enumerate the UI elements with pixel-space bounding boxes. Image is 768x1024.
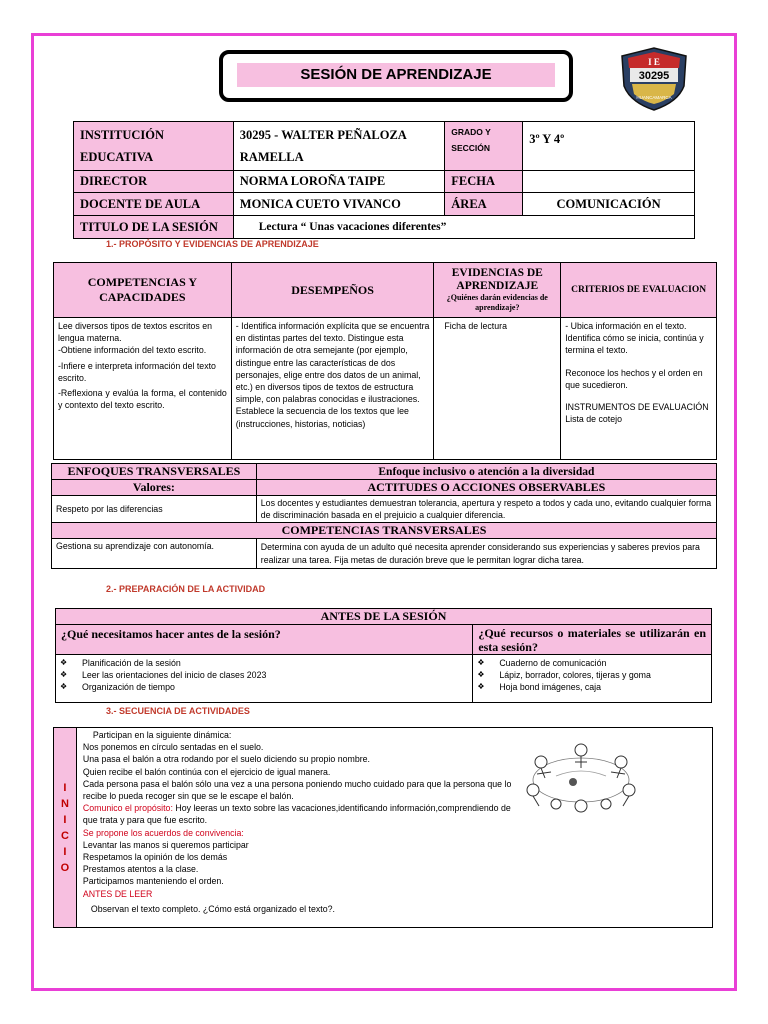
header-evidencias: EVIDENCIAS DE APRENDIZAJE bbox=[451, 267, 543, 292]
antes-leer-label: ANTES DE LEER bbox=[82, 888, 153, 899]
inicio-table bbox=[53, 727, 713, 928]
inicio-letter: I bbox=[63, 845, 67, 858]
actitudes-label: ACTITUDES O ACCIONES OBSERVABLES bbox=[256, 480, 716, 496]
school-badge-logo bbox=[618, 44, 690, 112]
gestiona-text: Gestiona su aprendizaje con autonomía. bbox=[52, 539, 257, 569]
respeto-text: Respeto por las diferencias bbox=[52, 496, 257, 523]
section-3-heading: 3.- SECUENCIA DE ACTIVIDADES bbox=[106, 706, 250, 716]
inicio-letter: C bbox=[60, 829, 69, 842]
antes-sesion-label: ANTES DE LA SESIÓN bbox=[56, 609, 712, 625]
fecha-value bbox=[523, 171, 695, 193]
comp-line: -Infiere e interpreta información del texto escrito. bbox=[58, 360, 216, 383]
grado-value: 3º Y 4º bbox=[523, 122, 695, 171]
evidencia-text: Ficha de lectura bbox=[434, 318, 561, 460]
gestiona-desc: Determina con ayuda de un adulto qué necesita aprender considerando sus experiencias y saberes previos para realizar una tarea. Fija metas de duración breve que le permitan lograr dicha tarea. bbox=[256, 539, 716, 569]
grado-label: GRADO Y SECCIÓN bbox=[445, 122, 523, 171]
criterio-text: - Ubica información en el texto. Identifica cómo se inicia, continúa y termina el texto. bbox=[565, 321, 704, 356]
prep-item: ❖ Organización de tiempo bbox=[56, 681, 472, 693]
inicio-letter: I bbox=[63, 813, 67, 826]
docente-label: DOCENTE DE AULA bbox=[74, 193, 234, 216]
inicio-line: Participan en la siguiente dinámica: bbox=[92, 730, 232, 740]
prep-table bbox=[55, 608, 712, 703]
competencias-transversales-label: COMPETENCIAS TRANSVERSALES bbox=[52, 523, 717, 539]
inicio-line: Nos ponemos en círculo sentadas en el suelo. bbox=[82, 742, 264, 753]
enfoques-label: ENFOQUES TRANSVERSALES bbox=[52, 464, 257, 480]
inicio-line: Cada persona pasa el balón sólo una vez a una persona poniendo mucho cuidado para que la persona que lo recibe lo pueda recoger sin que se le escape el balón. bbox=[82, 778, 512, 802]
director-value: NORMA LOROÑA TAIPE bbox=[233, 171, 445, 193]
titulo-value: Lectura “ Unas vacaciones diferentes” bbox=[233, 216, 694, 239]
section-1-heading: 1.- PROPÓSITO Y EVIDENCIAS DE APRENDIZAJE bbox=[106, 239, 319, 249]
inicio-line: Una pasa el balón a otra rodando por el suelo diciendo su propio nombre. bbox=[82, 754, 370, 765]
enfoque-value: Enfoque inclusivo o atención a la diversidad bbox=[256, 464, 716, 480]
header-criterios: CRITERIOS DE EVALUACION bbox=[561, 263, 717, 318]
children-circle-illustration bbox=[511, 736, 651, 816]
director-label: DIRECTOR bbox=[74, 171, 234, 193]
acuerdo-item: Respetamos la opinión de los demás bbox=[82, 852, 228, 863]
title-box bbox=[219, 50, 573, 102]
area-label: ÁREA bbox=[445, 193, 523, 216]
observan-text: Observan el texto completo. ¿Cómo está organizado el texto?. bbox=[90, 903, 335, 914]
badge-number: 30295 bbox=[638, 70, 670, 82]
respeto-desc: Los docentes y estudiantes demuestran tolerancia, apertura y respeto a todos y cada uno, evitando cualquier forma de discriminación basada en el prejuicio a cualquier diferencia. bbox=[256, 496, 716, 523]
acuerdo-item: Prestamos atentos a la clase. bbox=[82, 864, 199, 875]
header-competencias: COMPETENCIAS Y CAPACIDADES bbox=[54, 263, 232, 318]
inicio-letter: N bbox=[60, 797, 69, 810]
comp-line: Lee diversos tipos de textos escritos en lengua materna. bbox=[58, 321, 213, 344]
resource-item: ❖ Hoja bond imágenes, caja bbox=[473, 681, 711, 693]
proposito-label: Comunico el propósito: bbox=[82, 803, 173, 814]
prep-question-2: ¿Qué recursos o materiales se utilizarán en esta sesión? bbox=[473, 625, 712, 655]
page-title: SESIÓN DE APRENDIZAJE bbox=[237, 63, 555, 87]
prep-item: ❖ Planificación de la sesión bbox=[56, 657, 472, 669]
acuerdo-item: Levantar las manos si queremos participar bbox=[82, 839, 249, 850]
header-desempenos: DESEMPEÑOS bbox=[231, 263, 434, 318]
info-table bbox=[73, 121, 695, 239]
header-evidencias-sub: ¿Quiénes darán evidencias de aprendizaje? bbox=[446, 293, 548, 312]
valores-label: Valores: bbox=[52, 480, 257, 496]
proposito-text: Hoy leeras un texto sobre las vacaciones,identificando información,comprendiendo de que trata y para que fue escrito. bbox=[82, 803, 511, 826]
area-value: COMUNICACIÓN bbox=[523, 193, 695, 216]
prep-item: ❖ Leer las orientaciones del inicio de clases 2023 bbox=[56, 669, 472, 681]
prep-question-1: ¿Qué necesitamos hacer antes de la sesión? bbox=[56, 625, 473, 655]
inicio-letter: O bbox=[60, 861, 70, 874]
resource-item: ❖ Lápiz, borrador, colores, tijeras y goma bbox=[473, 669, 711, 681]
instrumentos-label: INSTRUMENTOS DE EVALUACIÓN bbox=[565, 402, 709, 413]
comp-line: -Obtiene información del texto escrito. bbox=[58, 345, 207, 356]
instrumento-text: Lista de cotejo bbox=[565, 414, 622, 425]
titulo-label: TITULO DE LA SESIÓN bbox=[74, 216, 234, 239]
acuerdos-label: Se propone los acuerdos de convivencia: bbox=[82, 827, 244, 838]
desempeno-text: - Identifica información explícita que se encuentra en distintas partes del texto. Distingue esta información de otra semejante (por ejemplo, distingue entre las características de dos personajes, elige entre dos datos de un animal, etc.) en diversos tipos de textos de estructura simple, con palabras conocidas e ilustraciones. Establece la secuencia de los textos que lee (instrucciones, historias, noticias) bbox=[231, 318, 434, 460]
purpose-table bbox=[53, 262, 717, 460]
institucion-label: INSTITUCIÓN EDUCATIVA bbox=[74, 122, 234, 171]
acuerdo-item: Participamos manteniendo el orden. bbox=[82, 876, 224, 887]
criterio-text: Reconoce los hechos y el orden en que sucedieron. bbox=[565, 367, 703, 390]
section-2-heading: 2.- PREPARACIÓN DE LA ACTIVIDAD bbox=[106, 584, 266, 594]
institucion-value: 30295 - WALTER PEÑALOZA RAMELLA bbox=[233, 122, 445, 171]
inicio-letter: I bbox=[63, 781, 67, 794]
enfoques-table bbox=[51, 463, 717, 569]
inicio-line: Quien recibe el balón continúa con el ejercicio de igual manera. bbox=[82, 766, 331, 777]
comp-line: -Reflexiona y evalúa la forma, el contenido y contexto del texto escrito. bbox=[58, 388, 227, 411]
badge-bottom-text: HUANCAMARCA bbox=[636, 95, 672, 100]
badge-top-text: I E bbox=[648, 57, 660, 67]
resource-item: ❖ Cuaderno de comunicación bbox=[473, 657, 711, 669]
fecha-label: FECHA bbox=[445, 171, 523, 193]
docente-value: MONICA CUETO VIVANCO bbox=[233, 193, 445, 216]
